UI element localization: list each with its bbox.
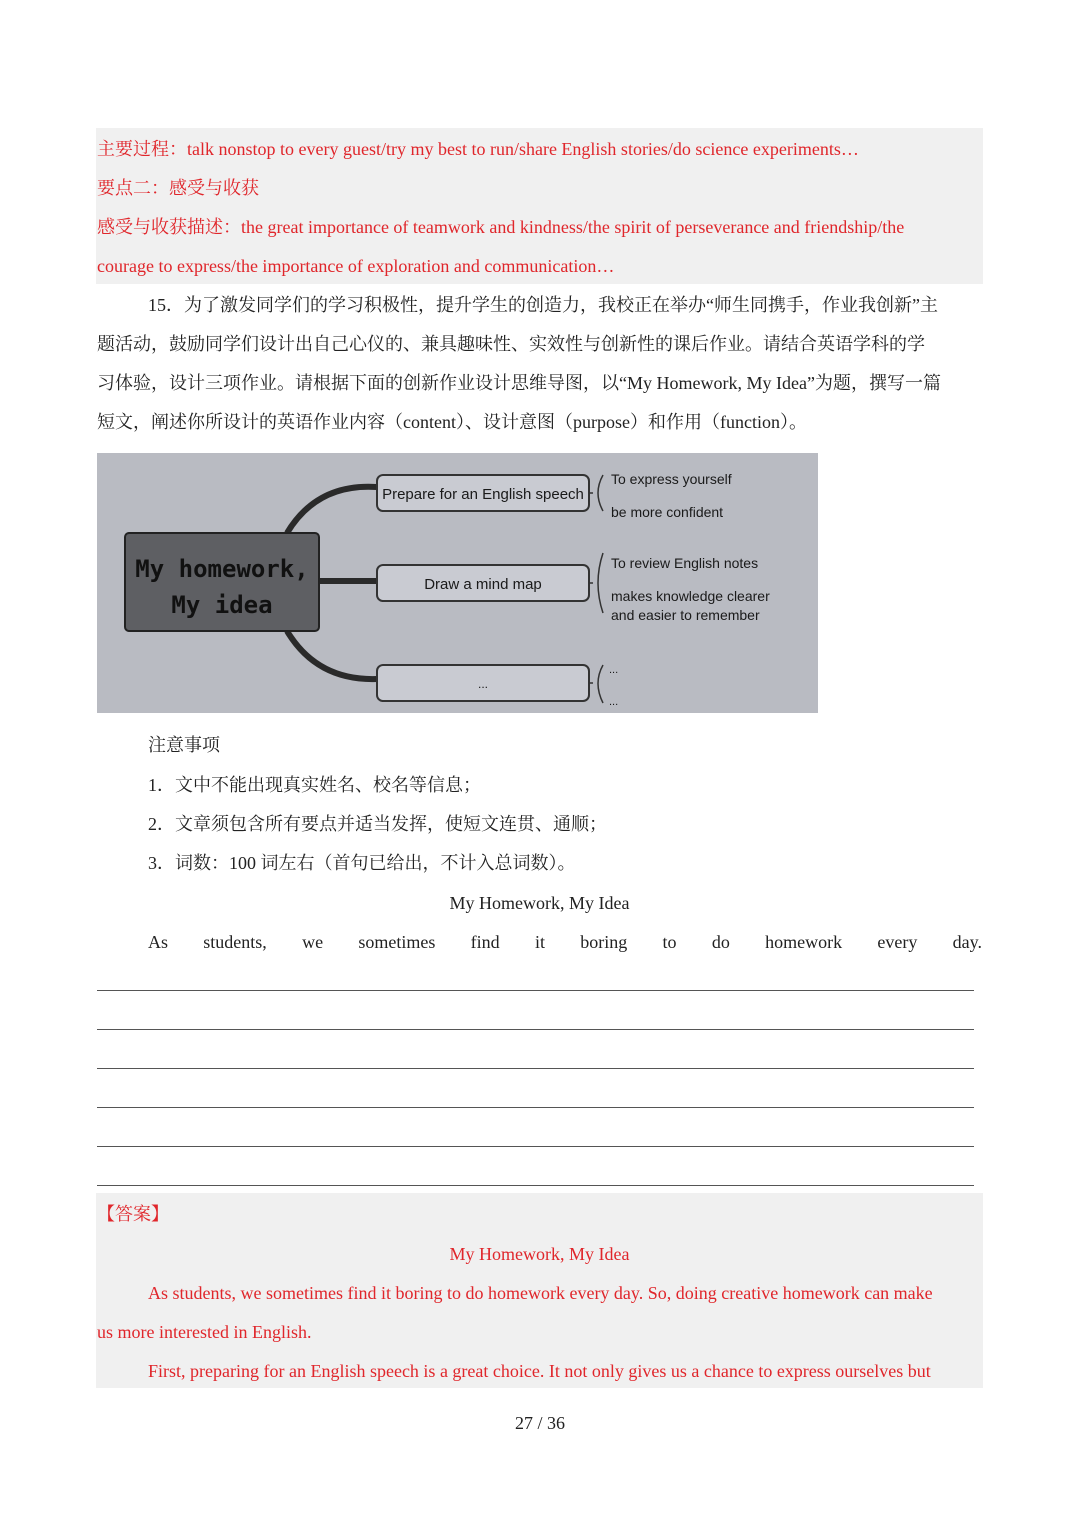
answer-hint-feelings-2: courage to express/the importance of exploration and communication… [97, 256, 615, 276]
answer-hint-point2: 要点二：感受与收获 [97, 178, 259, 198]
page-number: 27 / 36 [514, 1413, 565, 1433]
answer-p1-line2: us more interested in English. [97, 1322, 312, 1342]
answer-p1-line1: As students, we sometimes find it boring to do homework every day. So, doing creative homework can make [148, 1283, 933, 1303]
first-sentence-word: sometimes [358, 932, 436, 952]
mindmap-branch3-purpose: ... [609, 664, 619, 676]
writing-line [97, 1029, 974, 1030]
mindmap-branch2-purpose: To review English notes [611, 555, 759, 571]
first-sentence-word: day. [952, 932, 982, 952]
notes-item-2: 2．文章须包含所有要点并适当发挥，使短文连贯、通顺； [148, 814, 607, 834]
question-line-2: 题活动，鼓励同学们设计出自己心仪的、兼具趣味性、实效性与创新性的课后作业。请结合英语学科的学 [97, 334, 925, 354]
essay-title: My Homework, My Idea [449, 893, 630, 913]
first-sentence-word: find [470, 932, 500, 952]
writing-line [97, 1146, 974, 1147]
first-sentence-word: boring [580, 932, 628, 952]
writing-line [97, 1068, 974, 1069]
mindmap-branch2-function-2: and easier to remember [611, 607, 760, 623]
answer-label: 【答案】 [97, 1204, 169, 1224]
writing-line [97, 1185, 974, 1186]
mindmap-figure [97, 453, 818, 713]
answer-title: My Homework, My Idea [449, 1244, 630, 1264]
mindmap-branch1-function: be more confident [611, 504, 724, 520]
question-line-3: 习体验，设计三项作业。请根据下面的创新作业设计思维导图，以“My Homework, My Idea”为题，撰写一篇 [97, 373, 941, 393]
first-sentence-word: do [711, 932, 730, 952]
writing-line [97, 990, 974, 991]
mindmap-center-line1: My homework, [135, 555, 309, 583]
mindmap-branch1: Prepare for an English speech [382, 486, 584, 503]
first-sentence-word: every [877, 932, 918, 952]
first-sentence-word: students, [203, 932, 267, 952]
mindmap-branch3-function: ... [609, 696, 619, 708]
answer-hint-feelings-1: 感受与收获描述：the great importance of teamwork and kindness/the spirit of perseverance and friendship/the [97, 217, 905, 237]
answer-hint-process: 主要过程：talk nonstop to every guest/try my best to run/share English stories/do science experiments… [97, 139, 859, 159]
mindmap-branch2: Draw a mind map [424, 576, 542, 593]
mindmap-branch3: ... [477, 677, 489, 691]
answer-p2-line1: First, preparing for an English speech is a great choice. It not only gives us a chance to express ourselves but [148, 1361, 931, 1381]
mindmap-branch1-purpose: To express yourself [611, 471, 732, 487]
first-sentence-word: As [148, 932, 169, 952]
question-line-4: 短文，阐述你所设计的英语作业内容（content）、设计意图（purpose）和作用（function）。 [97, 412, 807, 432]
mindmap-center-line2: My idea [171, 591, 273, 619]
notes-item-3: 3．词数：100 词左右（首句已给出，不计入总词数）。 [148, 853, 576, 873]
writing-line [97, 1107, 974, 1108]
first-sentence-word: we [302, 932, 324, 952]
question-line-1: 15．为了激发同学们的学习积极性，提升学生的创造力，我校正在举办“师生同携手，作业我创新”主 [148, 295, 938, 315]
first-sentence-word: to [662, 932, 677, 952]
notes-title: 注意事项 [148, 735, 220, 755]
first-sentence-word: it [534, 932, 545, 952]
notes-item-1: 1．文中不能出现真实姓名、校名等信息； [148, 775, 481, 795]
first-sentence [148, 932, 982, 952]
first-sentence-word: homework [765, 932, 843, 952]
mindmap-branch2-function-1: makes knowledge clearer [611, 588, 770, 604]
